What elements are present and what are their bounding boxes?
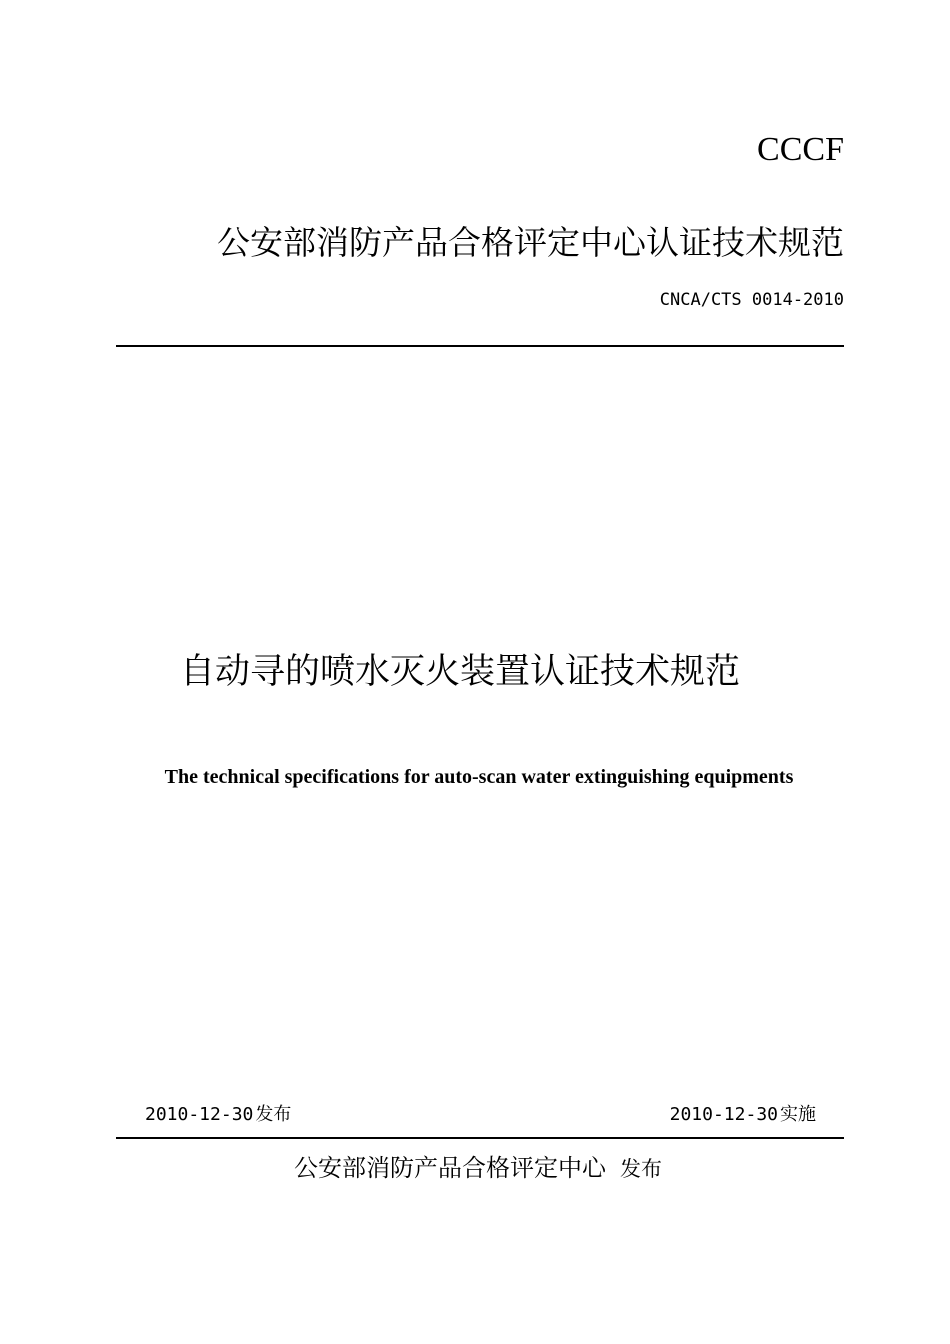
implement-date-line [670,1102,816,1128]
implement-label: 实施 [780,1104,816,1125]
document-title-cn: 自动寻的喷水灭火装置认证技术规范 [179,652,740,692]
issue-date: 2010-12-30 [145,1104,254,1125]
issue-label: 发布 [255,1104,292,1125]
document-code: CNCA/CTS 0014-2010 [659,290,844,310]
top-divider [116,345,844,347]
organization-spec-title: 公安部消防产品合格评定中心认证技术规范 [217,223,844,262]
publisher-suffix: 发布 [620,1157,662,1181]
publisher-name: 公安部消防产品合格评定中心 [294,1154,606,1182]
document-title-en: The technical specifications for auto-scan water extinguishing equipments [164,766,794,788]
bottom-divider [116,1137,844,1139]
series-mark: CCCF [757,131,844,168]
issue-date-line [145,1102,291,1128]
implement-date: 2010-12-30 [669,1104,778,1125]
publisher-line [0,1150,950,1187]
